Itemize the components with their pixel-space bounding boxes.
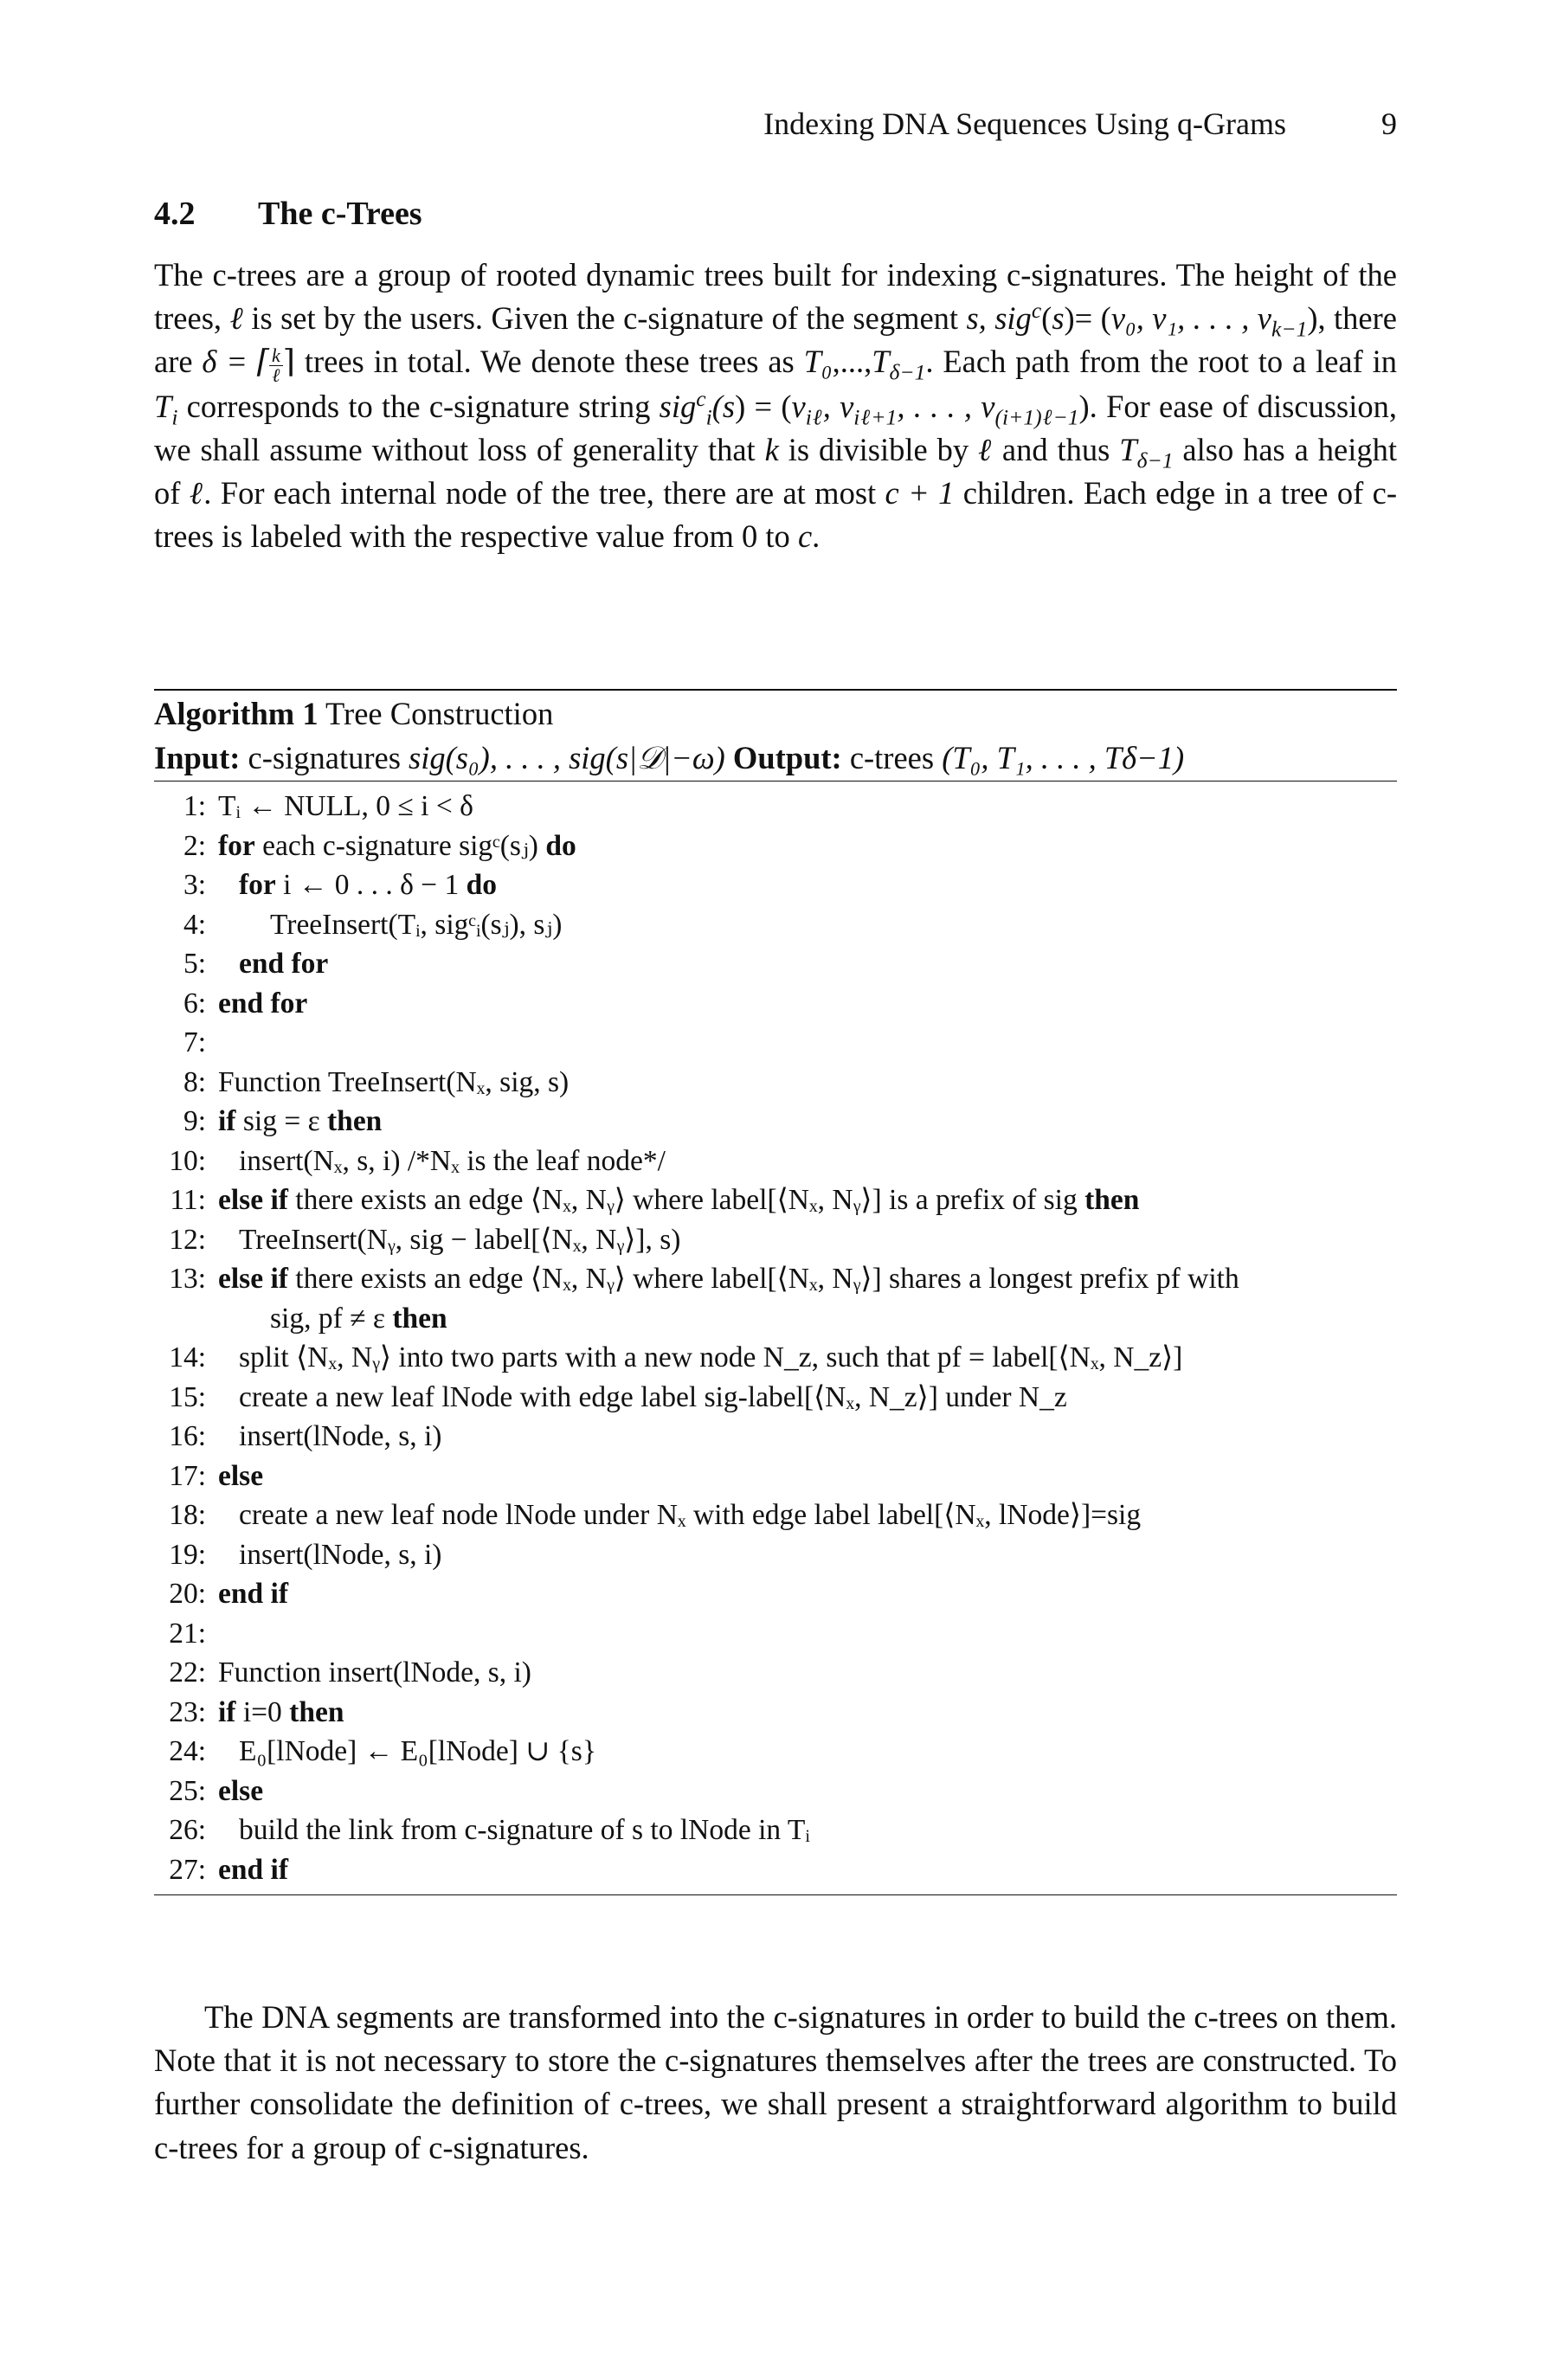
text-run: ). For ease of discussion, we shall assume without loss of generality that bbox=[154, 388, 1397, 467]
algorithm-bottom-rule bbox=[154, 1894, 1397, 1895]
text-run: children. Each edge in a tree of c-trees is labeled with the respective value from 0 to bbox=[154, 474, 1398, 555]
math-T: T bbox=[154, 388, 172, 424]
line-text: TreeInsert(Tᵢ, sigᶜᵢ(sⱼ), sⱼ) bbox=[270, 908, 563, 941]
line-number: 25: bbox=[169, 1774, 206, 1807]
section-title: The c-Trees bbox=[258, 196, 422, 232]
math-c-plus-1: c + 1 bbox=[885, 474, 955, 511]
line-content bbox=[206, 1102, 1397, 1142]
algorithm-title: Tree Construction bbox=[325, 696, 554, 731]
line-content bbox=[206, 1496, 1397, 1535]
input-math: sig(s₀), . . . , sig(s|𝒟|−ω) bbox=[409, 740, 725, 775]
algorithm-line bbox=[154, 1417, 1397, 1457]
line-text: TreeInsert(Nᵧ, sig − label[⟨Nₓ, Nᵧ⟩], s) bbox=[239, 1223, 681, 1256]
math-s: s bbox=[1052, 300, 1065, 337]
keyword: for bbox=[239, 869, 276, 901]
math-sub: k−1 bbox=[1271, 316, 1308, 342]
line-content bbox=[206, 1259, 1397, 1299]
algorithm-body bbox=[154, 782, 1397, 1894]
line-content bbox=[206, 1378, 1397, 1418]
math-s: s, bbox=[966, 300, 995, 337]
line-text: E₀[lNode] ← E₀[lNode] ∪ {s} bbox=[239, 1735, 596, 1767]
algorithm-line bbox=[154, 1338, 1397, 1378]
line-text: i=0 bbox=[242, 1695, 282, 1728]
text-run: ,..., bbox=[832, 344, 872, 380]
line-content bbox=[206, 1063, 1397, 1103]
line-number: 21: bbox=[169, 1617, 206, 1650]
line-text: build the link from c-signature of s to lNode in Tᵢ bbox=[239, 1814, 810, 1846]
line-number: 13: bbox=[169, 1263, 206, 1295]
line-number: 18: bbox=[169, 1499, 206, 1531]
line-number: 3: bbox=[183, 869, 206, 901]
frac-numerator: k bbox=[269, 346, 283, 366]
algorithm-line bbox=[154, 1732, 1397, 1772]
line-content bbox=[206, 1299, 1397, 1339]
line-text: split ⟨Nₓ, Nᵧ⟩ into two parts with a new node N_z, such that pf = label[⟨Nₓ, N_z⟩] bbox=[239, 1341, 1183, 1373]
algorithm-box bbox=[154, 689, 1397, 1895]
algorithm-label: Algorithm 1 bbox=[154, 696, 319, 731]
output-math: (T₀, T₁, . . . , Tδ−1) bbox=[942, 740, 1185, 775]
text-run: ( bbox=[1041, 300, 1052, 337]
math-v: v bbox=[791, 388, 806, 424]
math-v: , . . . , v bbox=[897, 388, 995, 424]
math-sub: δ−1 bbox=[889, 359, 926, 385]
line-text: Function insert(lNode, s, i) bbox=[218, 1656, 531, 1689]
algorithm-line bbox=[154, 1496, 1397, 1535]
algorithm-line bbox=[154, 1457, 1397, 1496]
line-content bbox=[206, 1417, 1397, 1457]
keyword: end for bbox=[218, 987, 308, 1020]
line-content bbox=[206, 1693, 1397, 1733]
line-number: 10: bbox=[169, 1144, 206, 1177]
math-v: , v bbox=[822, 388, 854, 424]
line-text: i ← 0 . . . δ − 1 bbox=[283, 869, 460, 901]
algorithm-line bbox=[154, 1259, 1397, 1299]
keyword: end if bbox=[218, 1578, 288, 1610]
line-text: insert(lNode, s, i) bbox=[239, 1538, 442, 1571]
text-run: . Each path from the root to a leaf in bbox=[925, 344, 1397, 380]
line-number: 14: bbox=[169, 1341, 206, 1373]
line-number: 15: bbox=[169, 1380, 206, 1413]
line-content bbox=[206, 944, 1397, 984]
input-text: c-signatures bbox=[248, 740, 409, 775]
frac-denominator: ℓ bbox=[272, 363, 280, 386]
math-sub: iℓ bbox=[805, 403, 823, 429]
keyword: then bbox=[1084, 1184, 1140, 1216]
algorithm-io bbox=[154, 736, 1397, 781]
math-k: k bbox=[764, 431, 779, 467]
line-content bbox=[206, 865, 1397, 905]
line-number: 17: bbox=[169, 1459, 206, 1492]
line-number bbox=[154, 1299, 206, 1339]
keyword: if bbox=[218, 1105, 236, 1137]
line-content bbox=[206, 905, 1397, 945]
line-number: 1: bbox=[183, 790, 206, 822]
line-content bbox=[206, 1614, 1397, 1654]
input-label: Input: bbox=[154, 740, 241, 775]
math-sub: δ−1 bbox=[1136, 447, 1174, 473]
algorithm-line bbox=[154, 1614, 1397, 1654]
line-content bbox=[206, 1180, 1397, 1220]
keyword: if bbox=[218, 1695, 236, 1728]
algorithm-line bbox=[154, 1023, 1397, 1063]
algorithm-line bbox=[154, 1102, 1397, 1142]
line-number: 23: bbox=[169, 1695, 206, 1728]
line-number: 4: bbox=[183, 908, 206, 941]
math-sup-c: c bbox=[696, 385, 706, 411]
line-content bbox=[206, 1732, 1397, 1772]
algorithm-line bbox=[154, 984, 1397, 1024]
line-content bbox=[206, 1653, 1397, 1693]
line-content bbox=[206, 984, 1397, 1024]
keyword: else bbox=[218, 1774, 264, 1807]
line-number: 26: bbox=[169, 1814, 206, 1846]
math-c: c bbox=[797, 518, 813, 555]
algorithm-line bbox=[154, 1811, 1397, 1850]
keyword: for bbox=[218, 829, 255, 862]
line-number: 27: bbox=[169, 1853, 206, 1886]
line-number: 11: bbox=[170, 1184, 206, 1216]
page-number: 9 bbox=[1381, 106, 1397, 141]
algorithm-line bbox=[154, 1378, 1397, 1418]
algorithm-line bbox=[154, 1653, 1397, 1693]
math-v-seq: v₀, v₁, . . . , v bbox=[1110, 300, 1271, 337]
math-ell: ℓ bbox=[189, 474, 204, 511]
text-run: The c-trees are a group of rooted dynamic trees built for indexing c-signatures. The height of the trees, bbox=[154, 257, 1397, 337]
running-head bbox=[154, 102, 1397, 145]
text-run: . For each internal node of the tree, there are at most bbox=[203, 474, 885, 511]
line-text: insert(lNode, s, i) bbox=[239, 1420, 442, 1452]
text-run: )= ( bbox=[1064, 300, 1111, 337]
line-content bbox=[206, 1023, 1397, 1063]
paragraph-intro bbox=[154, 254, 1397, 558]
math-sub: i bbox=[171, 403, 178, 429]
keyword: then bbox=[289, 1695, 344, 1728]
output-label: Output: bbox=[732, 740, 842, 775]
line-content bbox=[206, 1850, 1397, 1890]
line-number: 7: bbox=[183, 1026, 206, 1058]
algorithm-line bbox=[154, 787, 1397, 827]
keyword: else if bbox=[218, 1263, 288, 1295]
math-T0: T₀ bbox=[803, 344, 833, 380]
algorithm-line bbox=[154, 827, 1397, 866]
paper-page bbox=[154, 0, 1397, 2380]
math-T: T bbox=[1119, 431, 1137, 467]
keyword: end if bbox=[218, 1853, 288, 1886]
line-content bbox=[206, 1142, 1397, 1181]
keyword: do bbox=[466, 869, 498, 901]
algorithm-line bbox=[154, 1693, 1397, 1733]
line-content bbox=[206, 787, 1397, 827]
line-text: there exists an edge ⟨Nₓ, Nᵧ⟩ where label[⟨Nₓ, Nᵧ⟩] shares a longest prefix pf with bbox=[295, 1263, 1239, 1295]
line-content bbox=[206, 1457, 1397, 1496]
line-text: create a new leaf lNode with edge label sig-label[⟨Nₓ, N_z⟩] under N_z bbox=[239, 1380, 1067, 1413]
line-content bbox=[206, 1574, 1397, 1614]
text-run: corresponds to the c-signature string bbox=[177, 388, 660, 424]
math-sup-c: c bbox=[1031, 298, 1042, 324]
line-number: 6: bbox=[183, 987, 206, 1020]
section-heading bbox=[154, 190, 422, 237]
line-number: 5: bbox=[183, 948, 206, 980]
line-number: 20: bbox=[169, 1578, 206, 1610]
keyword: do bbox=[545, 829, 576, 862]
text-run: trees in total. We denote these trees as bbox=[294, 344, 804, 380]
text-run: is set by the users. Given the c-signature of the segment bbox=[242, 300, 967, 337]
line-number: 8: bbox=[183, 1065, 206, 1098]
algorithm-line bbox=[154, 1772, 1397, 1811]
math-s: (s bbox=[711, 388, 736, 424]
math-sub: (i+1)ℓ−1 bbox=[994, 403, 1079, 429]
line-content bbox=[206, 1338, 1397, 1378]
running-head-title: Indexing DNA Sequences Using q-Grams bbox=[763, 106, 1286, 141]
math-delta: δ = ⌈ bbox=[202, 344, 269, 380]
line-text: there exists an edge ⟨Nₓ, Nᵧ⟩ where label[⟨Nₓ, Nᵧ⟩] is a prefix of sig bbox=[295, 1184, 1078, 1216]
line-number: 12: bbox=[169, 1223, 206, 1256]
line-number: 22: bbox=[169, 1656, 206, 1689]
math-sub: iℓ+1 bbox=[853, 403, 898, 429]
line-text: sig = ε bbox=[242, 1105, 320, 1137]
line-number: 9: bbox=[183, 1105, 206, 1137]
text-run: is divisible by bbox=[778, 431, 979, 467]
math-sub: i bbox=[705, 403, 712, 429]
math-sig: sig bbox=[994, 300, 1032, 337]
math-fraction bbox=[269, 346, 283, 385]
paragraph-closing: The DNA segments are transformed into the c-signatures in order to build the c-trees on them. Note that it is not necessary to store the c-signatures themselves after the trees are constructed. To further consolidate the definition of c-trees, we shall present a straightforward algorithm to build c-trees for a group of c-signatures. bbox=[154, 1999, 1397, 2165]
algorithm-line bbox=[154, 944, 1397, 984]
line-text: Function TreeInsert(Nₓ, sig, s) bbox=[218, 1065, 570, 1098]
algorithm-line bbox=[154, 1220, 1397, 1260]
line-content bbox=[206, 1772, 1397, 1811]
algorithm-line bbox=[154, 905, 1397, 945]
math-ell: ℓ bbox=[229, 300, 243, 337]
line-content bbox=[206, 1220, 1397, 1260]
section-number: 4.2 bbox=[154, 196, 196, 232]
algorithm-line bbox=[154, 1142, 1397, 1181]
keyword: then bbox=[392, 1302, 447, 1335]
text-run: ), there are bbox=[154, 300, 1397, 380]
algorithm-line bbox=[154, 1299, 1397, 1339]
algorithm-line bbox=[154, 1574, 1397, 1614]
text-run: ) = ( bbox=[735, 388, 792, 424]
algorithm-line bbox=[154, 1535, 1397, 1575]
keyword: else bbox=[218, 1459, 264, 1492]
algorithm-line bbox=[154, 865, 1397, 905]
line-content bbox=[206, 1535, 1397, 1575]
algorithm-line bbox=[154, 1063, 1397, 1103]
keyword: end for bbox=[239, 948, 329, 980]
line-text: sig, pf ≠ ε bbox=[270, 1302, 385, 1335]
math-sig: sig bbox=[659, 388, 697, 424]
line-content bbox=[206, 1811, 1397, 1850]
output-text: c-trees bbox=[849, 740, 943, 775]
text-run: and thus bbox=[993, 431, 1120, 467]
math-ell: ℓ bbox=[978, 431, 994, 467]
line-number: 19: bbox=[169, 1538, 206, 1571]
text-run: . bbox=[812, 518, 821, 555]
line-text: Tᵢ ← NULL, 0 ≤ i < δ bbox=[218, 790, 473, 822]
algorithm-line bbox=[154, 1180, 1397, 1220]
algorithm-caption bbox=[154, 691, 1397, 736]
line-text: create a new leaf node lNode under Nₓ with edge label label[⟨Nₓ, lNode⟩]=sig bbox=[239, 1499, 1142, 1531]
line-content bbox=[206, 827, 1397, 866]
line-number: 16: bbox=[169, 1420, 206, 1452]
line-number: 24: bbox=[169, 1735, 206, 1767]
keyword: then bbox=[327, 1105, 383, 1137]
line-text: insert(Nₓ, s, i) /*Nₓ is the leaf node*/ bbox=[239, 1144, 666, 1177]
algorithm-line bbox=[154, 1850, 1397, 1890]
line-text: each c-signature sigᶜ(sⱼ) bbox=[262, 829, 538, 862]
text-run: also has a height of bbox=[154, 431, 1398, 511]
line-number: 2: bbox=[183, 829, 206, 862]
math-ceil: ⌉ bbox=[282, 344, 295, 380]
math-T: T bbox=[872, 344, 890, 380]
keyword: else if bbox=[218, 1184, 288, 1216]
